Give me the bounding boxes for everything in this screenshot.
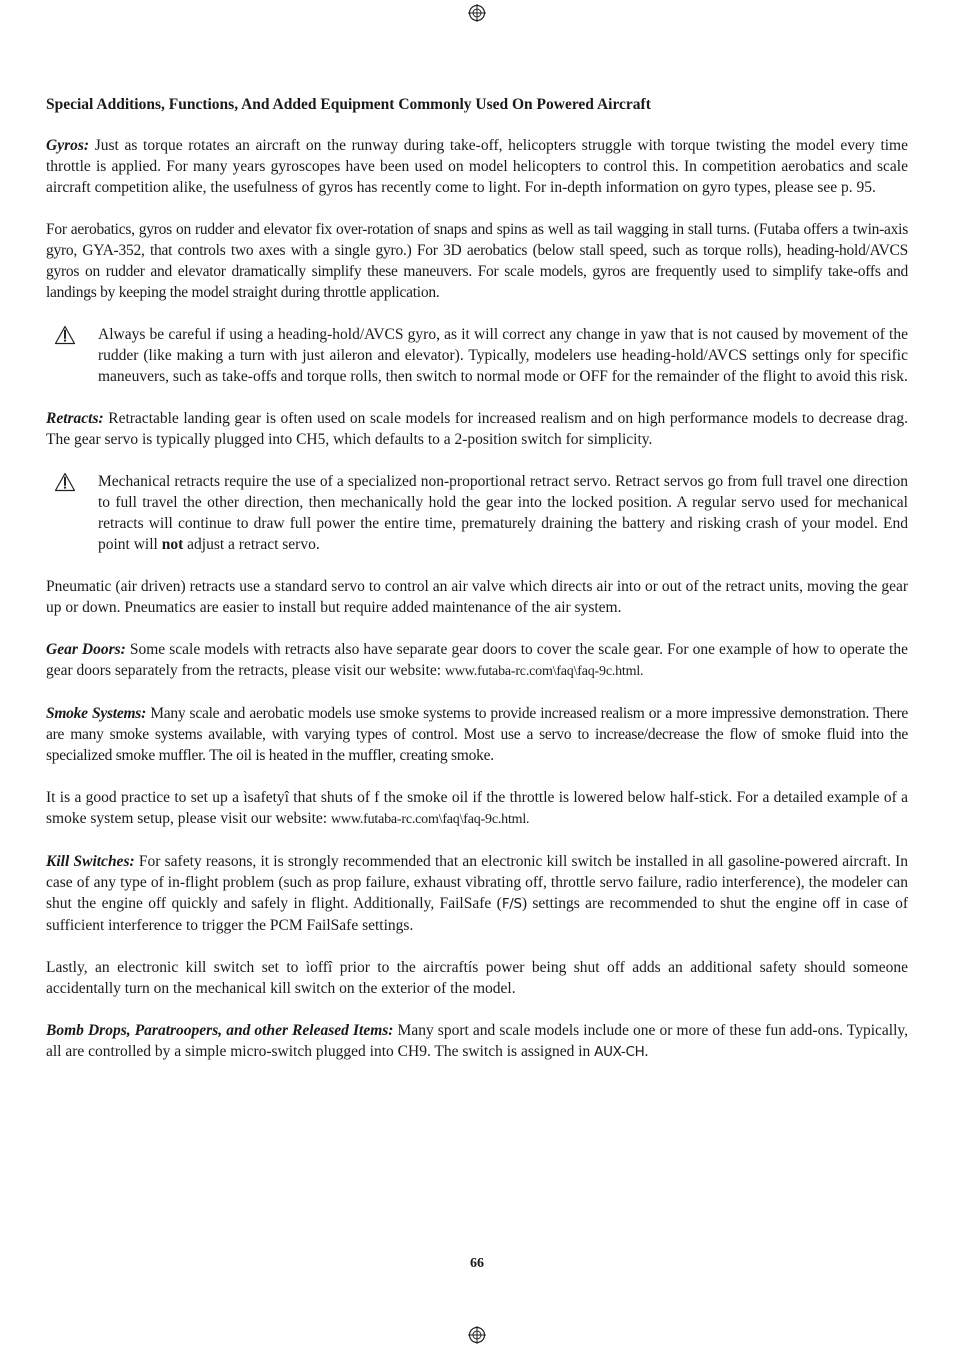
section-heading: Special Additions, Functions, And Added Equipment Commonly Used On Powered Aircraft [46,96,651,113]
kill-switches-paragraph [46,851,908,936]
smoke-lead: Smoke Systems: [46,705,146,722]
bomb-drops-text: Many sport and scale models include one or more of these fun add-ons. Typically, all are controlled by a simple micro-switch plugged into CH9. The switch is assigned in [46,1022,908,1060]
kill-switches-text-after: ) settings are recommended to shut the engine off in case of sufficient interference to trigger the PCM FailSafe settings. [46,895,908,934]
smoke-paragraph [46,703,908,766]
page-body [46,94,908,1084]
retracts-paragraph [46,408,908,450]
lastly-paragraph: Lastly, an electronic kill switch set to ìoffî prior to the aircraftís power being shut off adds an additional safety should someone accidentally turn on the mechanical kill switch on the exterior of the model. [46,959,908,997]
gear-doors-lead: Gear Doors: [46,641,126,658]
warning-triangle-icon [54,472,76,492]
failsafe-code: F/S [501,896,522,912]
warning-mechanical-retracts-text [98,471,908,555]
registration-crosshair-icon [468,4,486,22]
gyros-text: Just as torque rotates an aircraft on the runway during take-off, helicopters struggle with torque twisting the model every time throttle is applied. For many years gyroscopes have been used on model helicopters to control this. In competition aerobatics and scale aircraft competition alike, the usefulness of gyros has recently come to light. For in-depth information on gyro types, please see p. 95. [46,137,908,196]
warning-heading-hold-text: Always be careful if using a heading-hold/AVCS gyro, as it will correct any change in yaw that is not caused by movement of the rudder (like making a turn with just aileron and elevator). Typically, modelers use heading-hold/AVCS settings only for specific maneuvers, such as take-offs and torque rolls, then switch to normal mode or OFF for the remainder of the flight to avoid this risk. [98,326,908,385]
bomb-drops-paragraph [46,1020,908,1063]
bomb-drops-text-after: . [644,1043,649,1060]
aux-ch-code: AUX-CH [594,1044,645,1060]
smoke-text: Many scale and aerobatic models use smoke systems to provide increased realism or a more impressive demonstration. There are many smoke systems available, with varying types of control. Most use a servo to increase/decrease the flow of smoke fluid into the specialized smoke muffler. The oil is heated in the muffler, creating smoke. [46,705,908,764]
bomb-drops-lead: Bomb Drops, Paratroopers, and other Released Items: [46,1022,394,1039]
gyros-lead: Gyros: [46,137,90,154]
gear-doors-url: www.futaba-rc.com\faq\faq-9c.html. [444,664,644,679]
retracts-text: Retractable landing gear is often used on scale models for increased realism and on high performance models to decrease drag. The gear servo is typically plugged into CH5, which defaults to a 2-position switch for simplicity. [46,410,908,448]
smoke-practice-url: www.futaba-rc.com\faq\faq-9c.html. [331,812,530,827]
warning-heading-hold [46,324,908,387]
warning2-bold-not: not [161,536,184,553]
pneumatic-paragraph: Pneumatic (air driven) retracts use a standard servo to control an air valve which directs air into or out of the retract units, moving the gear up or down. Pneumatics are easier to install but require added maintenance of the air system. [46,578,908,616]
retracts-lead: Retracts: [46,410,104,427]
warning-mechanical-retracts [46,471,908,555]
smoke-practice-text: It is a good practice to set up a ìsafetyî that shuts of f the smoke oil if the throttle is lowered below half-stick. For a detailed example of a smoke system setup, please visit our website: [46,789,908,827]
smoke-practice-paragraph [46,787,908,830]
warning2-text-after: adjust a retract servo. [183,536,320,553]
warning2-text-before: Mechanical retracts require the use of a specialized non-proportional retract servo. Retract servos go from full travel one direction to full travel the other direction, then mechanically hold the gear into the locked position. A regular servo used for mechanical retracts will continue to draw full power the entire time, prematurely draining the battery and risking crash of your model. End point will [98,473,908,553]
gyros-paragraph [46,135,908,198]
registration-crosshair-icon [468,1326,486,1344]
gear-doors-paragraph [46,639,908,682]
gear-doors-text: Some scale models with retracts also have separate gear doors to cover the scale gear. For one example of how to operate the gear doors separately from the retracts, please visit our website: [46,641,908,679]
aerobatics-paragraph: For aerobatics, gyros on rudder and elevator fix over-rotation of snaps and spins as well as tail wagging in stall turns. (Futaba offers a twin-axis gyro, GYA-352, that controls two axes with a single gyro.) For 3D aerobatics (below stall speed, such as torque rolls), heading-hold/AVCS gyros on rudder and elevator dramatically simplify these maneuvers. For scale models, gyros are frequently used to simplify take-offs and landings by keeping the model straight during throttle application. [46,221,908,301]
kill-switches-lead: Kill Switches: [46,853,135,870]
warning-triangle-icon [54,325,76,345]
page-number: 66 [470,1256,484,1271]
kill-switches-text: For safety reasons, it is strongly recommended that an electronic kill switch be installed in all gasoline-powered aircraft. In case of any type of in-flight problem (such as prop failure, exhaust vibrating off, throttle servo failure, radio interference), the modeler can shut the engine off quickly and safely in flight. Additionally, FailSafe ( [46,853,908,912]
